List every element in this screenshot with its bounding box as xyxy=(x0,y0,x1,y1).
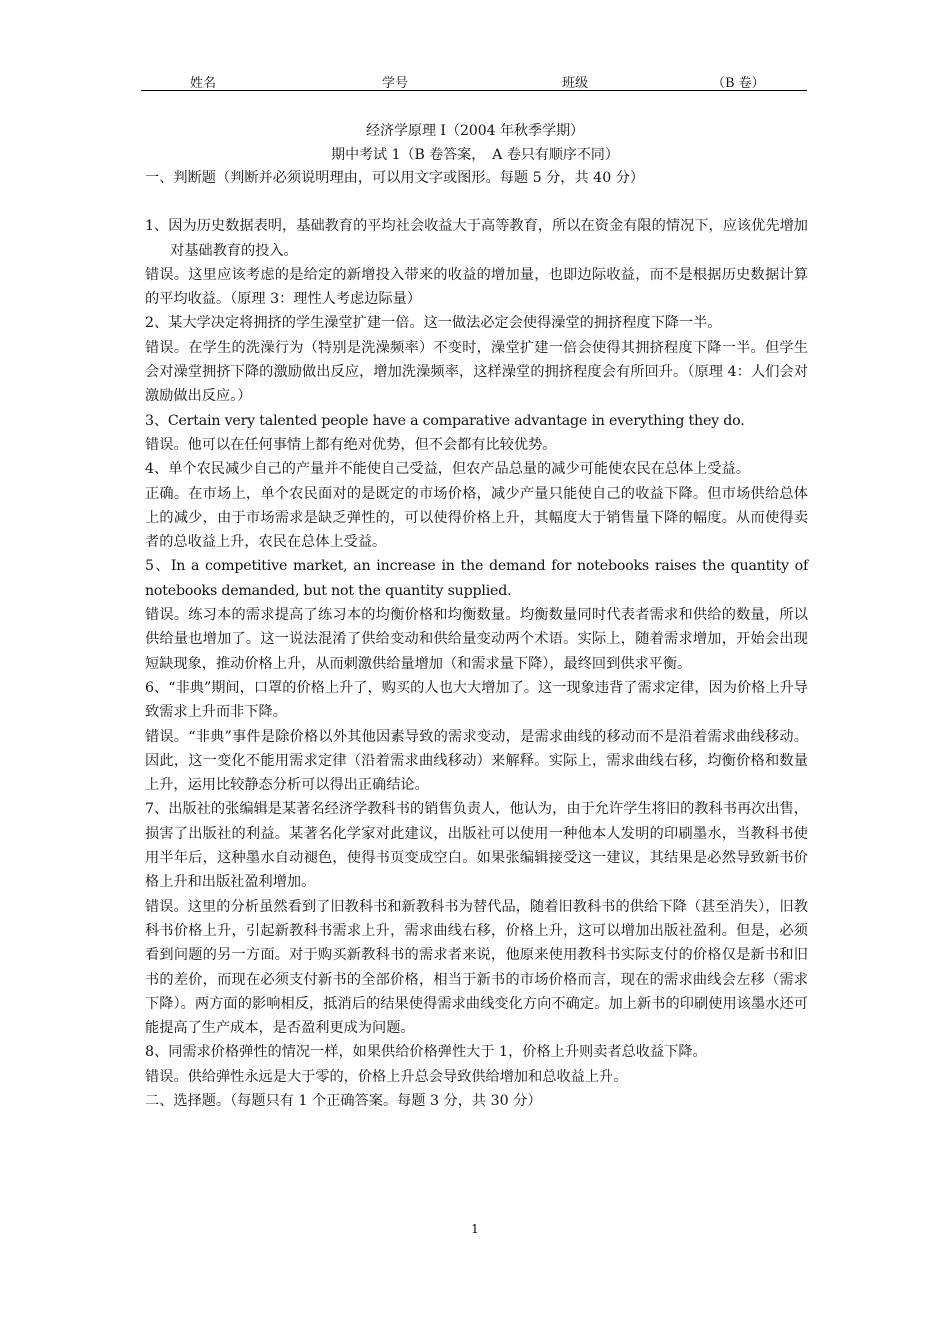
class-label: 班级 xyxy=(562,76,589,91)
answer-3: 错误。他可以在任何事情上都有绝对优势，但不会都有比较优势。 xyxy=(145,436,557,453)
question-3: 3、Certain very talented people have a comparative advantage in everything they do. xyxy=(145,412,745,429)
question-6: 6、“非典”期间，口罩的价格上升了，购买的人也大大增加了。这一现象违背了需求定律，因为价格上升导致需求上升而非下降。 xyxy=(145,679,808,721)
answer-4: 正确。在市场上，单个农民面对的是既定的市场价格，减少产量只能使自己的收益下降。但市场供给总体上的减少，由于市场需求是缺乏弹性的，可以使得价格上升，其幅度大于销售量下降的幅度。从而使得卖者的总收益上升，农民在总体上受益。 xyxy=(145,485,808,551)
exam-content xyxy=(145,166,808,1113)
answer-8: 错误。供给弹性永远是大于零的，价格上升总会导致供给增加和总收益上升。 xyxy=(145,1068,628,1085)
section2-heading: 二、选择题。（每题只有 1 个正确答案。每题 3 分，共 30 分） xyxy=(145,1092,542,1109)
answer-7: 错误。这里的分析虽然看到了旧教科书和新教科书为替代品，随着旧教科书的供给下降（甚至消失），旧教科书价格上升，引起新教科书需求上升，需求曲线右移，价格上升，这可以增加出版社盈利。但是，必须看到问题的另一方面。对于购买新教科书的需求者来说，他原来使用教科书实际支付的价格仅是新书和旧书的差价，而现在必须支付新书的全部价格，相当于新书的市场价格而言，现在的需求曲线会左移（需求下降）。两方面的影响相反，抵消后的结果使得需求曲线变化方向不确定。加上新书的印刷使用该墨水还可能提高了生产成本，是否盈利更成为问题。 xyxy=(145,898,808,1037)
answer-6: 错误。“非典”事件是除价格以外其他因素导致的需求变动，是需求曲线的移动而不是沿着需求曲线移动。因此，这一变化不能用需求定律（沿着需求曲线移动）来解释。实际上，需求曲线右移，均衡价格和数量上升，运用比较静态分析可以得出正确结论。 xyxy=(145,728,808,794)
page-number: 1 xyxy=(471,1222,479,1236)
student-id-label: 学号 xyxy=(382,76,409,91)
question-7: 7、出版社的张编辑是某著名经济学教科书的销售负责人，他认为，由于允许学生将旧的教科书再次出售，损害了出版社的利益。某著名化学家对此建议，出版社可以使用一种他本人发明的印刷墨水，当教科书使用半年后，这种墨水自动褪色，使得书页变成空白。如果张编辑接受这一建议，其结果是必然导致新书价格上升和出版社盈利增加。 xyxy=(145,801,808,891)
answer-1: 错误。这里应该考虑的是给定的新增投入带来的收益的增加量，也即边际收益，而不是根据历史数据计算的平均收益。（原理 3：理性人考虑边际量） xyxy=(145,266,808,308)
answer-5: 错误。练习本的需求提高了练习本的均衡价格和均衡数量。均衡数量同时代表者需求和供给的数量，所以供给量也增加了。这一说法混淆了供给变动和供给量变动两个术语。实际上，随着需求增加，开始会出现短缺现象，推动价格上升，从而刺激供给量增加（和需求量下降），最终回到供求平衡。 xyxy=(145,607,808,672)
student-info-header xyxy=(141,70,807,91)
answer-2: 错误。在学生的洗澡行为（特别是洗澡频率）不变时，澡堂扩建一倍会使得其拥挤程度下降一半。但学生会对澡堂拥挤下降的激励做出反应，增加洗澡频率，这样澡堂的拥挤程度会有所回升。（原理 4：人们会对激励做出反应。） xyxy=(145,339,808,405)
question-1: 1、因为历史数据表明，基础教育的平均社会收益大于高等教育，所以在资金有限的情况下，应该优先增加对基础教育的投入。 xyxy=(145,218,808,259)
question-8: 8、同需求价格弹性的情况一样，如果供给价格弹性大于 1，价格上升则卖者总收益下降。 xyxy=(145,1044,707,1061)
question-4: 4、单个农民减少自己的产量并不能使自己受益，但农产品总量的减少可能使农民在总体上受益。 xyxy=(145,461,750,478)
question-5: 5、In a competitive market, an increase in the demand for notebooks raises the quantity of notebooks demanded, but not the quantity supplied. xyxy=(145,558,808,599)
name-label: 姓名 xyxy=(190,76,217,91)
section1-heading: 一、判断题（判断并必须说明理由，可以用文字或图形。每题 5 分，共 40 分） xyxy=(145,170,645,186)
blank-line xyxy=(145,190,808,214)
course-title: 经济学原理 I（2004 年秋季学期） xyxy=(365,123,585,139)
question-2: 2、某大学决定将拥挤的学生澡堂扩建一倍。这一做法必定会使得澡堂的拥挤程度下降一半。 xyxy=(145,315,722,332)
exam-title: 期中考试 1（B 卷答案， A 卷只有顺序不同） xyxy=(331,147,619,163)
paper-version-label: （B 卷） xyxy=(712,76,765,91)
